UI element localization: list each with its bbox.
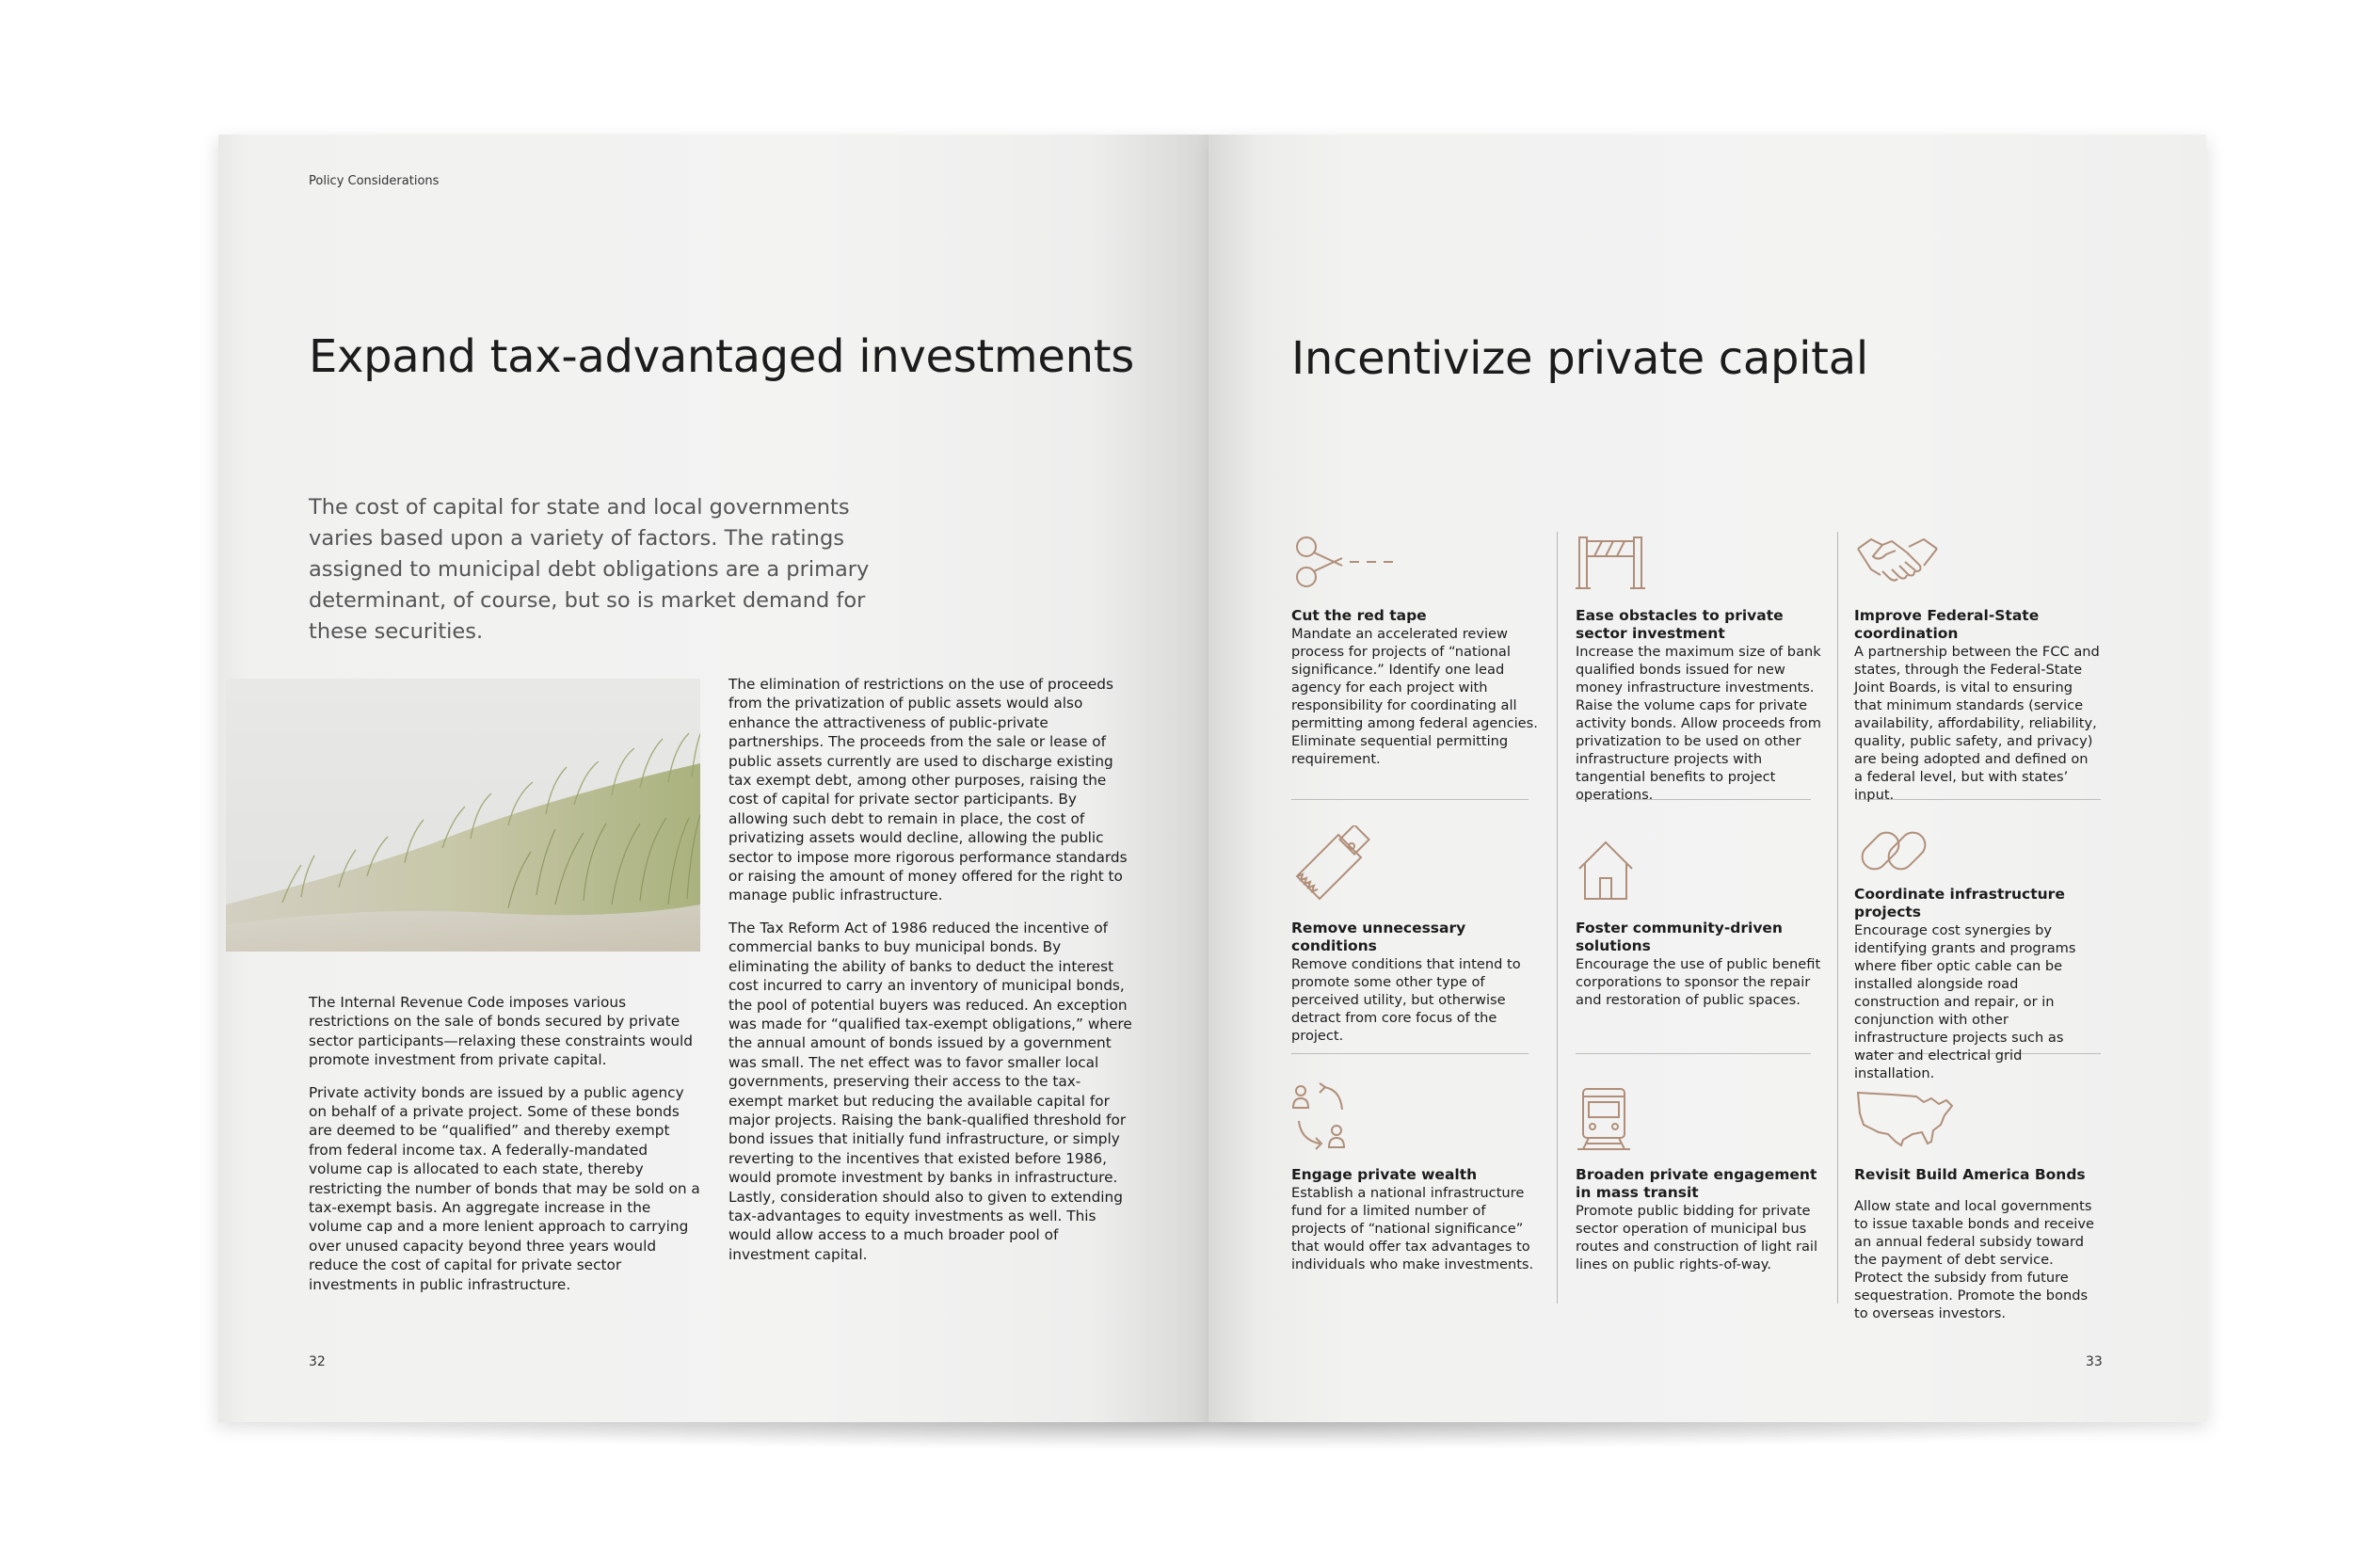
barrier-icon [1576, 532, 1647, 592]
handshake-icon [1854, 528, 1941, 588]
lead-paragraph: The cost of capital for state and local governments varies based upon a variety of factors. The ratings assigned to municipal debt obligations are a primary determinant, of course, but so is market demand for these securities. [309, 495, 870, 644]
item-remove-conditions: Remove unnecessary conditions Remove conditions that intend to promote some other type of perceived utility, but otherwise detract from core focus of the project. [1291, 920, 1521, 1044]
row-divider [1576, 1053, 1811, 1054]
page-title-left: Expand tax-advantaged investments [309, 330, 1134, 383]
dune-grass-photo [226, 679, 700, 952]
page-title-right: Incentivize private capital [1291, 332, 1868, 385]
paragraph: Private activity bonds are issued by a public agency on behalf of a private project. Some of these bonds are deemed to be “qualified” and thereby exempt from federal income tax. A federally-mandated volume cap is allocated to each state, thereby restricting the number of bonds that may be sold on a tax-exempt basis. An aggregate increase in the volume cap and a more lenient approach to carrying over unused capacity beyond three years would reduce the cost of capital for private sector investments in public infrastructure. [309, 1083, 700, 1293]
left-page [218, 135, 1209, 1422]
item-build-america-bonds: Revisit Build America Bonds Allow state and local governments to issue taxable bonds and receive an annual federal subsidy toward the payment of debt service. Protect the subsidy from future sequestration. Promote the bonds to overseas investors. [1854, 1166, 2094, 1321]
page-number-right: 33 [2086, 1354, 2103, 1369]
column-divider [1557, 532, 1558, 1304]
paragraph: The Internal Revenue Code imposes various restrictions on the sale of bonds secured by private sector participants—relaxing these constraints would promote investment from private capital. [309, 994, 693, 1069]
page-number-left: 32 [309, 1354, 326, 1369]
scissors-icon [1291, 532, 1404, 592]
item-community-solutions: Foster community-driven solutions Encourage the use of public benefit corporations to sponsor the repair and restoration of public spaces. [1576, 920, 1821, 1008]
left-column-text [309, 993, 702, 1307]
paragraph: The elimination of restrictions on the use of proceeds from the privatization of public assets would also enhance the attractiveness of public-private partnerships. The proceeds from the sale or lease of public assets currently are used to discharge existing tax exempt debt, among other purposes, raising the cost of capital for private sector participants. By allowing such debt to remain in place, the cost of privatizing assets would decline, allowing the public sector to impose more rigorous performance standards or raising the amount of money offered for the right to manage public infrastructure. [728, 676, 1128, 904]
train-icon [1576, 1085, 1632, 1153]
saw-icon [1291, 825, 1370, 910]
row-divider [1291, 1053, 1529, 1054]
column-divider [1837, 532, 1838, 1304]
house-icon [1576, 837, 1636, 903]
right-page [1209, 135, 2206, 1422]
item-coordinate-projects: Coordinate infrastructure projects Encourage cost synergies by identifying grants and programs where fiber optic cable can be installed alongside road construction and repair, or in conjunction with other infrastructure projects such as water and electrical grid installation. [1854, 886, 2076, 1081]
item-federal-state: Improve Federal-State coordination A partnership between the FCC and states, through the Federal-State Joint Boards, is vital to ensuring that minimum standards (service availability, affordability, reliability, quality, public safety, and privacy) are being adopted and defined on a federal level, but with states’ input. [1854, 607, 2100, 803]
item-mass-transit: Broaden private engagement in mass transit Promote public bidding for private sector operation of municipal bus routes and construction of light rail lines on public rights-of-way. [1576, 1166, 1818, 1272]
paragraph: The Tax Reform Act of 1986 reduced the incentive of commercial banks to buy municipal bonds. By eliminating the ability of banks to deduct the interest cost incurred to carry an inventory of municipal bonds, the pool of potential buyers was reduced. An exception was made for “qualified tax-exempt obligations,” where the annual amount of bonds issued by a government was small. The net effect was to favor smaller local governments, preserving their access to the tax-exempt market but reducing the available capital for major projects. Raising the bank-qualified threshold for bond issues that initially fund infrastructure, or simply reverting to the incentives that existed before 1986, would promote investment by banks in infrastructure. Lastly, consideration should also to given to extending tax-advantages to equity investments as well. This would allow access to a much broader pool of investment capital. [728, 919, 1132, 1263]
usa-map-icon [1854, 1087, 1958, 1153]
item-ease-obstacles: Ease obstacles to private sector investment Increase the maximum size of bank qualified bonds issued for new money infrastructure investments. Raise the volume caps for private activity bonds. Allow proceeds from privatization to be used on other infrastructure projects with tangential benefits to project operations. [1576, 607, 1821, 803]
item-cut-red-tape: Cut the red tape Mandate an accelerated review process for projects of “national significance.” Identify one lead agency for each project with responsibility for coordinating all permitting among federal agencies. Eliminate sequential permitting requirement. [1291, 607, 1538, 767]
item-private-wealth: Engage private wealth Establish a national infrastructure fund for a limited number of projects of “national significance” that would offer tax advantages to individuals who make investments. [1291, 1166, 1534, 1272]
right-column-text [728, 675, 1133, 1277]
people-exchange-icon [1291, 1081, 1352, 1153]
running-head: Policy Considerations [309, 174, 440, 188]
chain-link-icon [1854, 818, 1933, 884]
row-divider [1291, 799, 1529, 800]
